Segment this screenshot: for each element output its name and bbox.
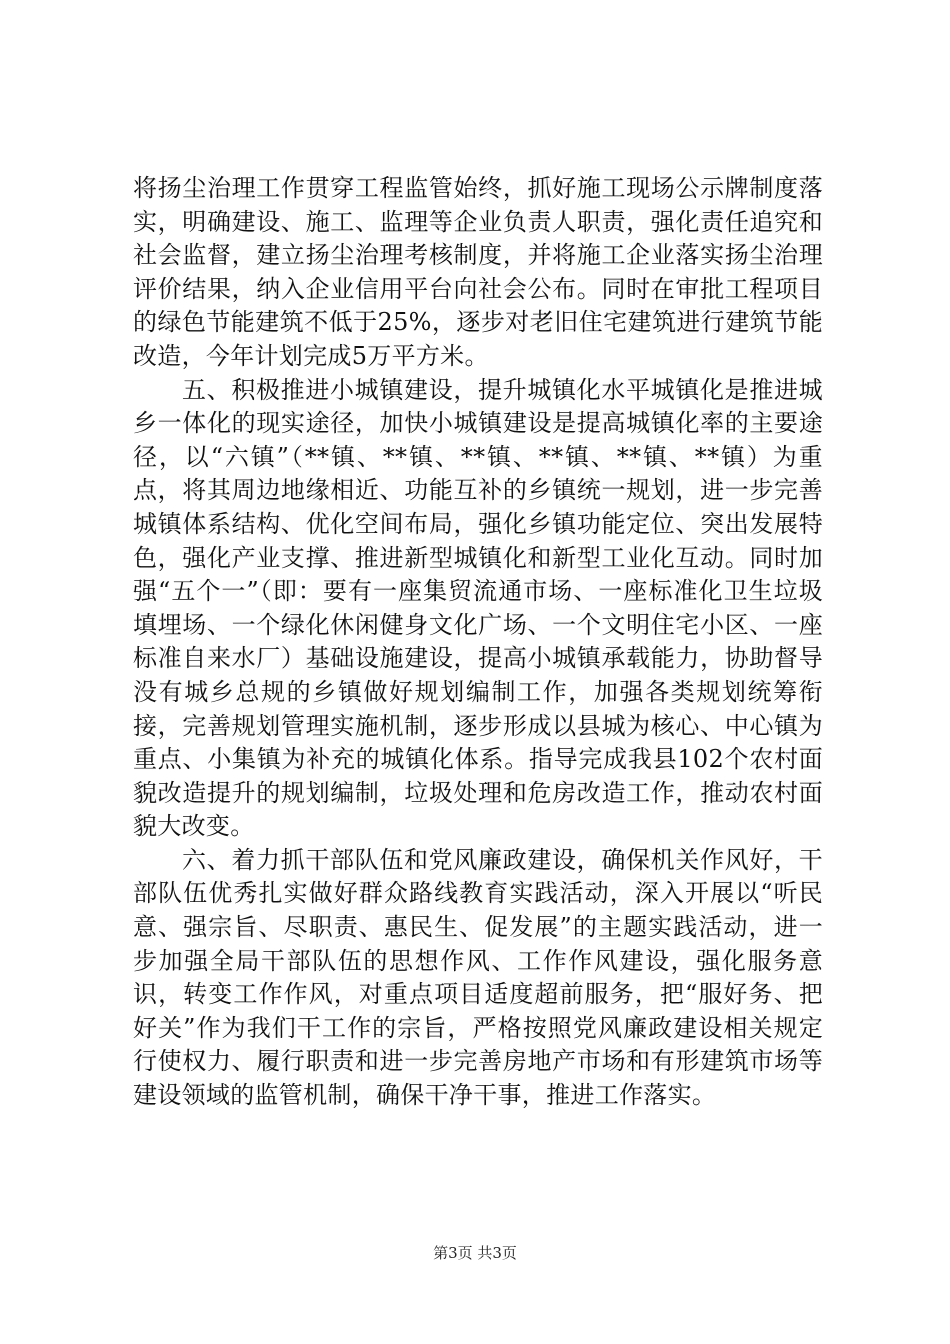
page-number-label: 第3页 共3页 — [433, 1244, 517, 1262]
paragraph-section-five: 五、积极推进小城镇建设，提升城镇化水平城镇化是推进城乡一体化的现实途径，加快小城镇建设是提高城镇化率的主要途径，以“六镇”（**镇、**镇、**镇、**镇、**镇、**镇）为重点，将其周边地缘相近、功能互补的乡镇统一规划，进一步完善城镇体系结构、优化空间布局，强化乡镇功能定位、突出发展特色，强化产业支撑、推进新型城镇化和新型工业化互动。同时加强“五个一”（即：要有一座集贸流通市场、一座标准化卫生垃圾填埋场、一个绿化休闲健身文化广场、一个文明住宅小区、一座标准自来水厂）基础设施建设，提高小城镇承载能力，协助督导没有城乡总规的乡镇做好规划编制工作，加强各类规划统筹衔接，完善规划管理实施机制，逐步形成以县城为核心、中心镇为重点、小集镇为补充的城镇化体系。指导完成我县102个农村面貌改造提升的规划编制，垃圾处理和危房改造工作，推动农村面貌大改变。 — [133, 375, 823, 841]
document-body — [133, 172, 823, 1113]
paragraph-continuation: 将扬尘治理工作贯穿工程监管始终，抓好施工现场公示牌制度落实，明确建设、施工、监理等企业负责人职责，强化责任追究和社会监督，建立扬尘治理考核制度，并将施工企业落实扬尘治理评价结果，纳入企业信用平台向社会公布。同时在审批工程项目的绿色节能建筑不低于25%，逐步对老旧住宅建筑进行建筑节能改造，今年计划完成5万平方米。 — [133, 174, 823, 370]
page-footer — [0, 1243, 950, 1263]
paragraph-section-six: 六、着力抓干部队伍和党风廉政建设，确保机关作风好，干部队伍优秀扎实做好群众路线教育实践活动，深入开展以“听民意、强宗旨、尽职责、惠民生、促发展”的主题实践活动，进一步加强全局干部队伍的思想作风、工作作风建设，强化服务意识，转变工作作风，对重点项目适度超前服务，把“服好务、把好关”作为我们干工作的宗旨，严格按照党风廉政建设相关规定行使权力、履行职责和进一步完善房地产市场和有形建筑市场等建设领域的监管机制，确保干净干事，推进工作落实。 — [133, 845, 823, 1110]
